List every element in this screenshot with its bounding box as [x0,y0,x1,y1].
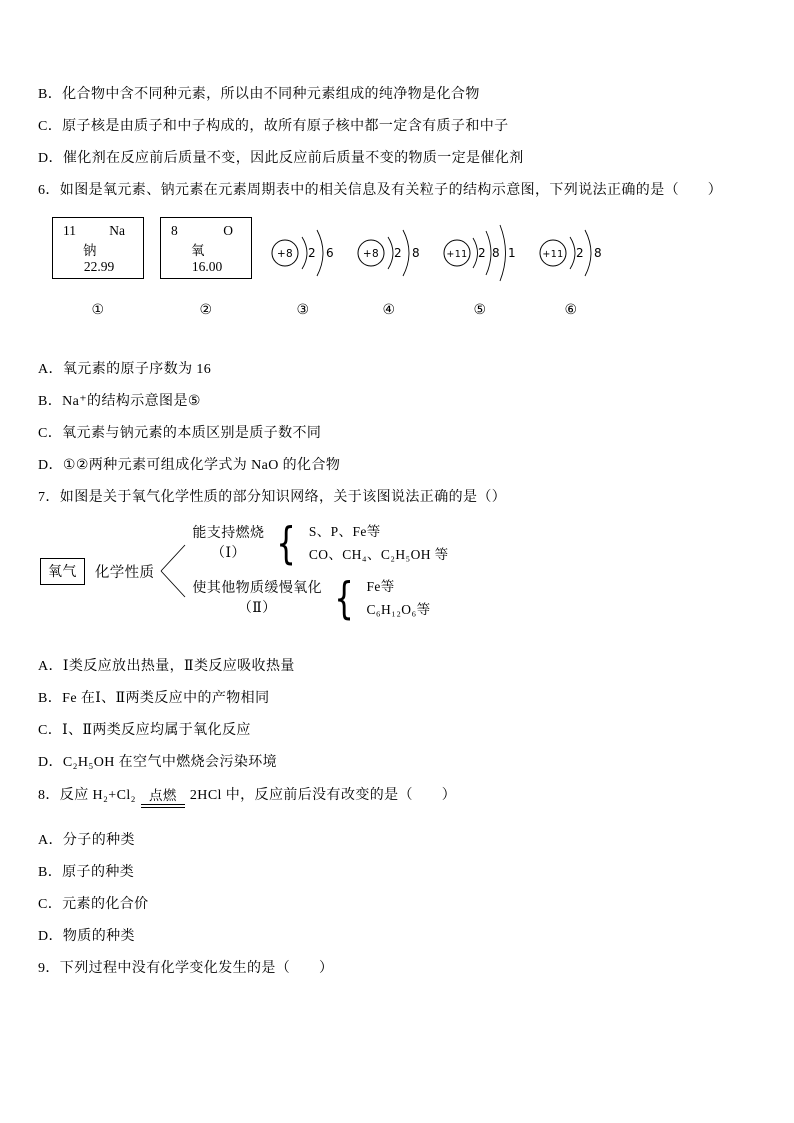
figure-label-4: ④ [382,303,396,318]
reaction-condition [141,787,185,808]
branch-item: Fe等 [366,579,395,594]
figure-label-1: ① [91,303,105,318]
atom-structure-icon [268,217,338,289]
branch-item: C₆H₁₂O₆等 [366,602,431,617]
branch-title [192,524,264,564]
svg-text:+11: +11 [542,249,564,260]
periodic-table-cell-o [160,217,252,279]
svg-text:+8: +8 [276,248,294,260]
q8-option-b: B．原子的种类 [38,865,135,880]
q7-option-c: C．Ⅰ、Ⅱ两类反应均属于氧化反应 [38,723,251,738]
q6-option-a: A．氧元素的原子序数为 16 [38,362,212,377]
atomic-number: 11 [63,223,76,238]
svg-text:8: 8 [411,246,421,260]
element-name: 氧 [191,243,205,258]
ignition-condition-label: 点燃 [149,788,177,803]
atom-structure-icon [536,217,606,289]
q6-stem: 6．如图是氧元素、钠元素在元素周期表中的相关信息及有关粒子的结构示意图，下列说法正确的是（ ） [38,183,723,198]
q8-equation-left: 8．反应 H₂+Cl₂ [38,788,136,803]
svg-text:6: 6 [325,246,335,260]
element-cell-sodium [52,217,144,319]
q8-option-a: A．分子的种类 [38,833,135,848]
atom-structure-icon [440,217,520,289]
branch-title [192,579,322,619]
q8-equation-right: 2HCl 中，反应前后没有改变的是（ ） [189,788,457,803]
q8-stem [38,785,754,806]
q8-option-d: D．物质的种类 [38,929,135,944]
q5-option-d: D．催化剂在反应前后质量不变，因此反应前后质量不变的物质一定是催化剂 [38,151,524,166]
atom-diagram-4 [354,217,424,319]
svg-text:8: 8 [593,246,603,260]
atomic-number: 8 [171,223,178,238]
atomic-mass: 16.00 [191,259,223,274]
element-symbol: O [223,223,233,238]
svg-text:2: 2 [575,246,585,260]
q7-figure [40,517,754,624]
periodic-table-cell-na [52,217,144,279]
svg-text:8: 8 [491,246,501,260]
branch-item-list [309,522,449,565]
q7-stem: 7．如图是关于氧气化学性质的部分知识网络，关于该图说法正确的是（） [38,490,507,505]
branch-numeral: （Ⅰ） [211,545,246,561]
q6-figure [52,217,754,319]
branch-combustion [192,517,449,569]
q7-option-a: A．Ⅰ类反应放出热量，Ⅱ类反应吸收热量 [38,659,295,674]
branch-slow-oxidation [192,572,448,624]
element-top-row [63,223,135,239]
atom-diagram-5 [440,217,520,319]
svg-text:2: 2 [477,246,487,260]
branch-numeral: （Ⅱ） [237,600,277,616]
figure-label-2: ② [199,303,213,318]
branch-list [192,517,449,624]
figure-label-6: ⑥ [564,303,578,318]
branch-title-text: 使其他物质缓慢氧化 [192,580,323,596]
svg-text:2: 2 [393,246,403,260]
branch-item: CO、CH₄、C₂H₅OH 等 [308,547,449,562]
element-symbol: Na [109,223,125,238]
element-name: 钠 [83,243,97,258]
atom-diagram-3 [268,217,338,319]
atom-diagram-6 [536,217,606,319]
left-brace-icon: { [334,572,355,624]
left-brace-icon: { [276,517,297,569]
figure-label-5: ⑤ [473,303,487,318]
q5-option-b: B．化合物中含不同种元素，所以由不同种元素组成的纯净物是化合物 [38,87,480,102]
element-top-row [171,223,243,239]
q6-option-c: C．氧元素与钠元素的本质区别是质子数不同 [38,426,322,441]
q8-option-c: C．元素的化合价 [38,897,149,912]
branch-title-text: 能支持燃烧 [192,525,265,541]
svg-text:1: 1 [507,246,517,260]
q6-option-b: B．Na⁺的结构示意图是⑤ [38,394,201,409]
atom-structure-icon [354,217,424,289]
branch-connector-lines [160,527,186,615]
branch-item-list [366,577,430,620]
branch-item: S、P、Fe等 [308,524,381,539]
q6-option-d: D．①②两种元素可组成化学式为 NaO 的化合物 [38,458,341,473]
q7-option-b: B．Fe 在Ⅰ、Ⅱ两类反应中的产物相同 [38,691,270,706]
svg-text:+8: +8 [362,248,380,260]
atomic-mass: 22.99 [83,259,115,274]
double-line-equals-icon [141,804,185,808]
element-cell-oxygen [160,217,252,319]
oxygen-node: 氧气 [40,558,85,585]
chemical-property-label: 化学性质 [94,564,155,581]
q7-option-d: D．C₂H₅OH 在空气中燃烧会污染环境 [38,755,278,770]
figure-label-3: ③ [296,303,310,318]
svg-text:2: 2 [307,246,317,260]
svg-text:+11: +11 [446,249,468,260]
q5-option-c: C．原子核是由质子和中子构成的，故所有原子核中都一定含有质子和中子 [38,119,509,134]
q9-stem: 9．下列过程中没有化学变化发生的是（ ） [38,961,334,976]
